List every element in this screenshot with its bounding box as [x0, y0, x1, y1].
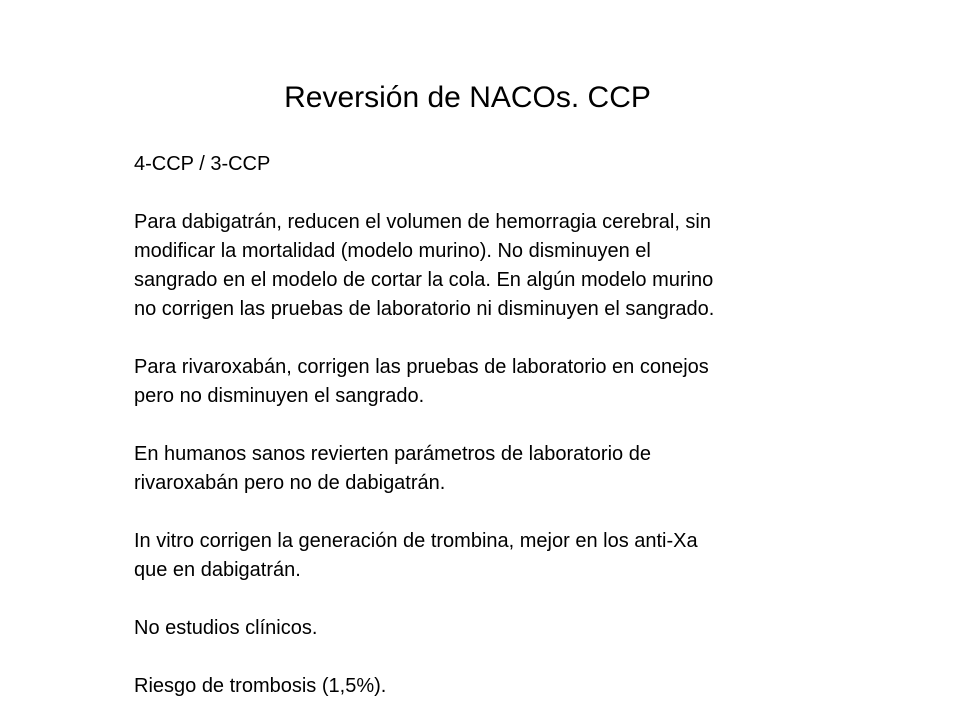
text-line: modificar la mortalidad (modelo murino). No disminuyen el: [134, 240, 651, 262]
text-line: sangrado en el modelo de cortar la cola. En algún modelo murino: [134, 269, 714, 291]
paragraph-no-clinical-studies: [134, 614, 934, 643]
text-line: rivaroxabán pero no de dabigatrán.: [134, 472, 446, 494]
paragraph-rivaroxaban: [134, 353, 934, 411]
paragraph-ccp-types: [134, 150, 934, 179]
text-line: pero no disminuyen el sangrado.: [134, 385, 425, 407]
text-line: Para rivaroxabán, corrigen las pruebas de laboratorio en conejos: [134, 356, 709, 378]
paragraph-dabigatran: [134, 208, 934, 324]
paragraph-in-vitro: [134, 527, 934, 585]
paragraph-thrombosis-risk: [134, 672, 934, 701]
text-line: Para dabigatrán, reducen el volumen de hemorragia cerebral, sin: [134, 211, 712, 233]
slide-body: [134, 150, 934, 701]
text-line: 4-CCP / 3-CCP: [134, 153, 271, 175]
text-line: Riesgo de trombosis (1,5%).: [134, 675, 387, 697]
paragraph-humans: [134, 440, 934, 498]
text-line: no corrigen las pruebas de laboratorio ni disminuyen el sangrado.: [134, 298, 715, 320]
text-line: En humanos sanos revierten parámetros de laboratorio de: [134, 443, 651, 465]
text-line: No estudios clínicos.: [134, 617, 318, 639]
text-line: que en dabigatrán.: [134, 559, 301, 581]
text-line: In vitro corrigen la generación de trombina, mejor en los anti-Xa: [134, 530, 698, 552]
slide-title: Reversión de NACOs. CCP: [284, 81, 651, 114]
